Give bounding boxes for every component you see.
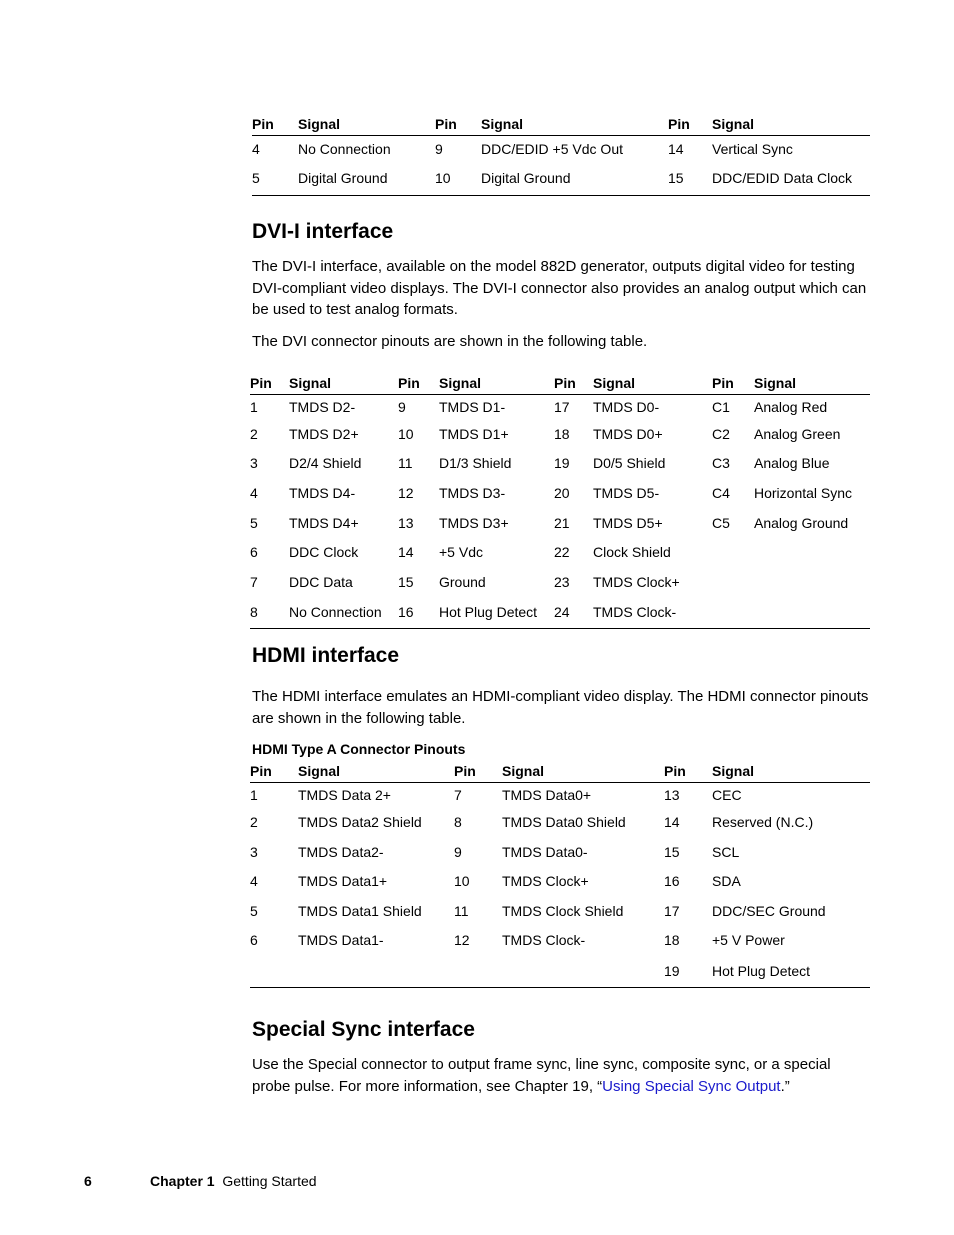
table-row [250,538,870,567]
pin-cell: C2 [712,425,730,442]
pin-cell: C5 [712,514,730,531]
pin-cell: 19 [554,455,570,471]
signal-cell: TMDS Data0+ [502,786,592,803]
signal-cell: DDC/EDID +5 Vdc Out [481,140,623,157]
special-sync-text-end: .” [780,1077,790,1095]
signal-cell: Digital Ground [481,162,668,196]
signal-column-header: Signal [593,375,636,391]
signal-column-header: Signal [298,116,341,132]
signal-cell: TMDS D4+ [289,514,359,531]
pin-cell: 23 [554,573,570,590]
signal-cell [502,955,664,988]
pin-column-header: Pin [454,763,476,779]
pin-cell: 14 [668,140,684,157]
dvi-pinout-table [250,372,870,629]
signal-cell: TMDS D4- [289,484,356,501]
hdmi-pinout-table [250,760,870,988]
signal-cell: Analog Blue [754,455,830,471]
pin-cell: 21 [554,514,570,531]
signal-cell: Analog Ground [754,514,849,531]
table-row [250,478,870,508]
pin-cell: 8 [250,597,289,629]
signal-cell: TMDS Clock+ [593,573,680,590]
signal-cell [754,538,870,567]
signal-cell: D2/4 Shield [289,455,362,471]
running-footer [150,1173,317,1189]
dvi-heading: DVI-I interface [252,220,394,243]
pin-cell: 12 [398,484,414,501]
pin-cell: 3 [250,455,258,471]
pin-cell: 13 [398,514,414,531]
table-row [250,837,870,867]
pin-cell: 7 [454,786,462,803]
signal-cell: No Connection [298,140,391,157]
signal-cell: TMDS Data0 Shield [502,813,626,830]
signal-column-header: Signal [712,763,755,779]
pin-cell [454,955,502,988]
pin-cell: 16 [398,597,439,629]
signal-column-header: Signal [439,375,482,391]
signal-cell [754,567,870,597]
table-row [250,926,870,955]
table-row [250,807,870,837]
signal-column-header: Signal [289,375,332,391]
pin-cell: C3 [712,455,730,471]
page-number: 6 [84,1173,92,1189]
signal-cell: Hot Plug Detect [439,597,554,629]
pin-cell: 20 [554,484,570,501]
pin-column-header: Pin [250,763,272,779]
signal-cell: TMDS Data1- [298,932,384,948]
signal-cell [754,597,870,629]
pin-column-header: Pin [668,116,690,132]
signal-cell: TMDS D2- [289,398,356,415]
signal-cell: DDC Clock [289,544,359,560]
pin-cell: 1 [250,398,258,415]
pin-cell: 9 [435,140,443,157]
pin-cell: 11 [398,455,413,471]
signal-cell: Vertical Sync [712,140,793,157]
pin-cell: 19 [664,955,712,988]
footer-chapter-label: Chapter 1 [150,1173,215,1189]
special-sync-paragraph [252,1054,862,1097]
signal-column-header: Signal [502,763,545,779]
table-row [250,419,870,449]
pin-cell: 11 [454,902,469,919]
signal-cell: +5 Vdc [439,544,483,560]
pin-cell: 10 [454,873,470,889]
hdmi-paragraph: The HDMI interface emulates an HDMI-compliant video display. The HDMI connector pinouts are shown in the following table. [252,688,869,727]
table-header-row [252,113,870,136]
pin-cell: C1 [712,398,730,415]
special-sync-chapter-link[interactable]: Using Special Sync Output [602,1077,781,1095]
pin-column-header: Pin [664,763,686,779]
signal-cell: TMDS D0- [593,398,660,415]
table-row [250,955,870,988]
signal-cell: DDC/SEC Ground [712,902,826,919]
signal-cell: TMDS D5+ [593,514,663,531]
table-row [250,395,870,419]
signal-cell: Reserved (N.C.) [712,813,814,830]
pin-column-header: Pin [250,375,272,391]
signal-cell: TMDS Clock- [593,597,712,629]
signal-cell: +5 V Power [712,932,785,948]
pin-cell: 6 [250,544,258,560]
dvi-paragraph: The DVI-I interface, available on the model 882D generator, outputs digital video for testing DVI-compliant video displays. The DVI-I connector also provides an analog output which can be used to test analog formats. [252,258,867,318]
pin-cell: 18 [554,425,570,442]
signal-cell: TMDS Data0- [502,843,588,860]
pin-cell: 10 [435,162,481,196]
pin-column-header: Pin [554,375,576,391]
signal-cell: D0/5 Shield [593,455,666,471]
signal-cell: TMDS Clock Shield [502,902,624,919]
pin-cell: 5 [250,514,258,531]
hdmi-heading: HDMI interface [252,644,400,667]
pin-cell: 18 [664,932,680,948]
pin-column-header: Pin [435,116,457,132]
table-row [250,896,870,926]
signal-cell: TMDS Data2 Shield [298,813,422,830]
table-row [252,162,870,196]
signal-cell: TMDS Clock- [502,932,586,948]
table-row [250,567,870,597]
pin-cell: 13 [664,786,680,803]
pin-cell: 15 [664,843,680,860]
table-row [250,508,870,538]
pin-column-header: Pin [252,116,274,132]
pin-cell: C4 [712,484,730,501]
signal-cell: TMDS Data2- [298,843,384,860]
pin-cell: 2 [250,425,258,442]
signal-cell: Hot Plug Detect [712,955,870,988]
pin-cell [250,955,298,988]
table-row [250,597,870,629]
pin-cell [712,597,754,629]
pin-column-header: Pin [398,375,420,391]
signal-cell: TMDS D3- [439,484,506,501]
signal-cell: D1/3 Shield [439,455,512,471]
signal-cell: TMDS Data1 Shield [298,902,422,919]
pin-cell: 5 [252,162,298,196]
vga-pinout-table-continued [252,113,870,196]
pin-cell: 3 [250,843,258,860]
signal-cell: Analog Red [754,398,828,415]
pin-cell: 8 [454,813,462,830]
dvi-table-intro: The DVI connector pinouts are shown in the following table. [252,333,648,350]
pin-cell: 15 [668,162,712,196]
signal-cell: DDC Data [289,573,353,590]
special-sync-text: Use the Special connector to output frame sync, line sync, composite sync, or a special probe pulse. For more information, see Chapter 19, “ [252,1056,831,1095]
signal-cell: No Connection [289,597,398,629]
pin-cell: 1 [250,786,258,803]
signal-cell: TMDS D2+ [289,425,359,442]
pin-cell: 14 [398,544,414,560]
hdmi-table-caption: HDMI Type A Connector Pinouts [252,741,466,757]
table-row [250,449,870,478]
signal-column-header: Signal [754,375,797,391]
signal-column-header: Signal [298,763,341,779]
pin-cell: 17 [664,902,680,919]
signal-column-header: Signal [712,116,755,132]
pin-cell: 14 [664,813,680,830]
special-sync-heading: Special Sync interface [252,1018,475,1041]
pin-column-header: Pin [712,375,734,391]
signal-cell: TMDS Clock+ [502,873,589,889]
pin-cell: 22 [554,544,570,560]
pin-cell [712,538,754,567]
signal-cell: TMDS D1+ [439,425,509,442]
signal-cell: Analog Green [754,425,841,442]
signal-cell: Ground [439,573,486,590]
signal-cell: DDC/EDID Data Clock [712,162,870,196]
pin-cell: 15 [398,573,414,590]
signal-cell: Horizontal Sync [754,484,853,501]
pin-cell: 16 [664,873,680,889]
signal-cell: TMDS D3+ [439,514,509,531]
pin-cell: 4 [252,140,260,157]
pin-cell: 9 [454,843,462,860]
pin-cell: 4 [250,873,258,889]
table-row [250,867,870,896]
signal-column-header: Signal [481,116,524,132]
pin-cell: 17 [554,398,570,415]
signal-cell: TMDS Data 2+ [298,786,391,803]
signal-cell: SDA [712,873,741,889]
pin-cell: 24 [554,597,593,629]
signal-cell: TMDS D0+ [593,425,663,442]
pin-cell [712,567,754,597]
signal-cell: TMDS D1- [439,398,506,415]
signal-cell: Clock Shield [593,544,671,560]
pin-cell: 2 [250,813,258,830]
table-header-row [250,372,870,395]
footer-chapter-title: Getting Started [222,1173,317,1189]
pin-cell: 12 [454,932,470,948]
signal-cell: TMDS D5- [593,484,660,501]
table-header-row [250,760,870,783]
pin-cell: 7 [250,573,258,590]
pin-cell: 6 [250,932,258,948]
table-row [250,783,870,807]
signal-cell: SCL [712,843,740,860]
pin-cell: 5 [250,902,258,919]
signal-cell: Digital Ground [298,162,435,196]
pin-cell: 9 [398,398,406,415]
table-row [252,136,870,162]
signal-cell: TMDS Data1+ [298,873,388,889]
pin-cell: 10 [398,425,414,442]
signal-cell: CEC [712,786,742,803]
pin-cell: 4 [250,484,258,501]
signal-cell [298,955,454,988]
